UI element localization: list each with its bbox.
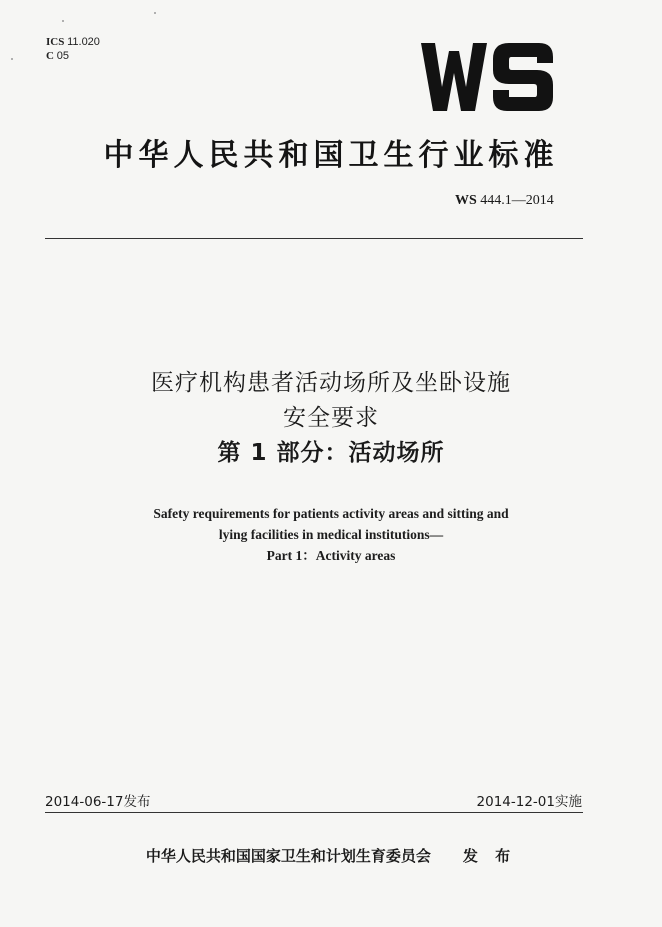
classification-codes — [46, 35, 100, 63]
standard-number — [455, 193, 554, 209]
ics-number: 11.020 — [67, 36, 100, 48]
ccs-code — [46, 49, 100, 63]
scan-speck — [154, 12, 156, 14]
issue-date: 2014-06-17发布 — [45, 794, 151, 810]
english-title-line3: Part 1：Activity areas — [266, 548, 396, 563]
issuer-name: 中华人民共和国国家卫生和计划生育委员会 — [145, 847, 431, 865]
english-title-line1: Safety requirements for patients activity areas and sitting and — [153, 506, 509, 521]
ccs-number: 05 — [56, 50, 69, 62]
chinese-title-line3: 第 1 部分：活动场所 — [217, 440, 445, 466]
ws-logo-graphic — [421, 43, 555, 111]
chinese-title-line2: 安全要求 — [283, 405, 379, 431]
implementation-date: 2014-12-01实施 — [476, 794, 582, 810]
ws-logo — [421, 43, 555, 111]
organization-title: 中华人民共和国卫生行业标准 — [103, 138, 559, 173]
ics-code — [46, 35, 100, 49]
chinese-title — [0, 366, 662, 471]
top-divider — [45, 238, 583, 239]
bottom-divider — [45, 812, 583, 813]
ccs-label: C — [46, 50, 54, 62]
issuer-action: 发 布 — [462, 847, 517, 865]
issuing-authority — [0, 845, 662, 866]
english-title — [0, 503, 662, 566]
standard-code: 444.1—2014 — [480, 193, 554, 208]
standard-prefix: WS — [455, 193, 477, 208]
chinese-title-line1: 医疗机构患者活动场所及坐卧设施 — [151, 370, 511, 396]
english-title-line2: lying facilities in medical institutions— — [218, 527, 444, 542]
scan-speck — [62, 20, 64, 22]
scan-speck — [11, 58, 13, 60]
ics-label: ICS — [46, 36, 65, 48]
